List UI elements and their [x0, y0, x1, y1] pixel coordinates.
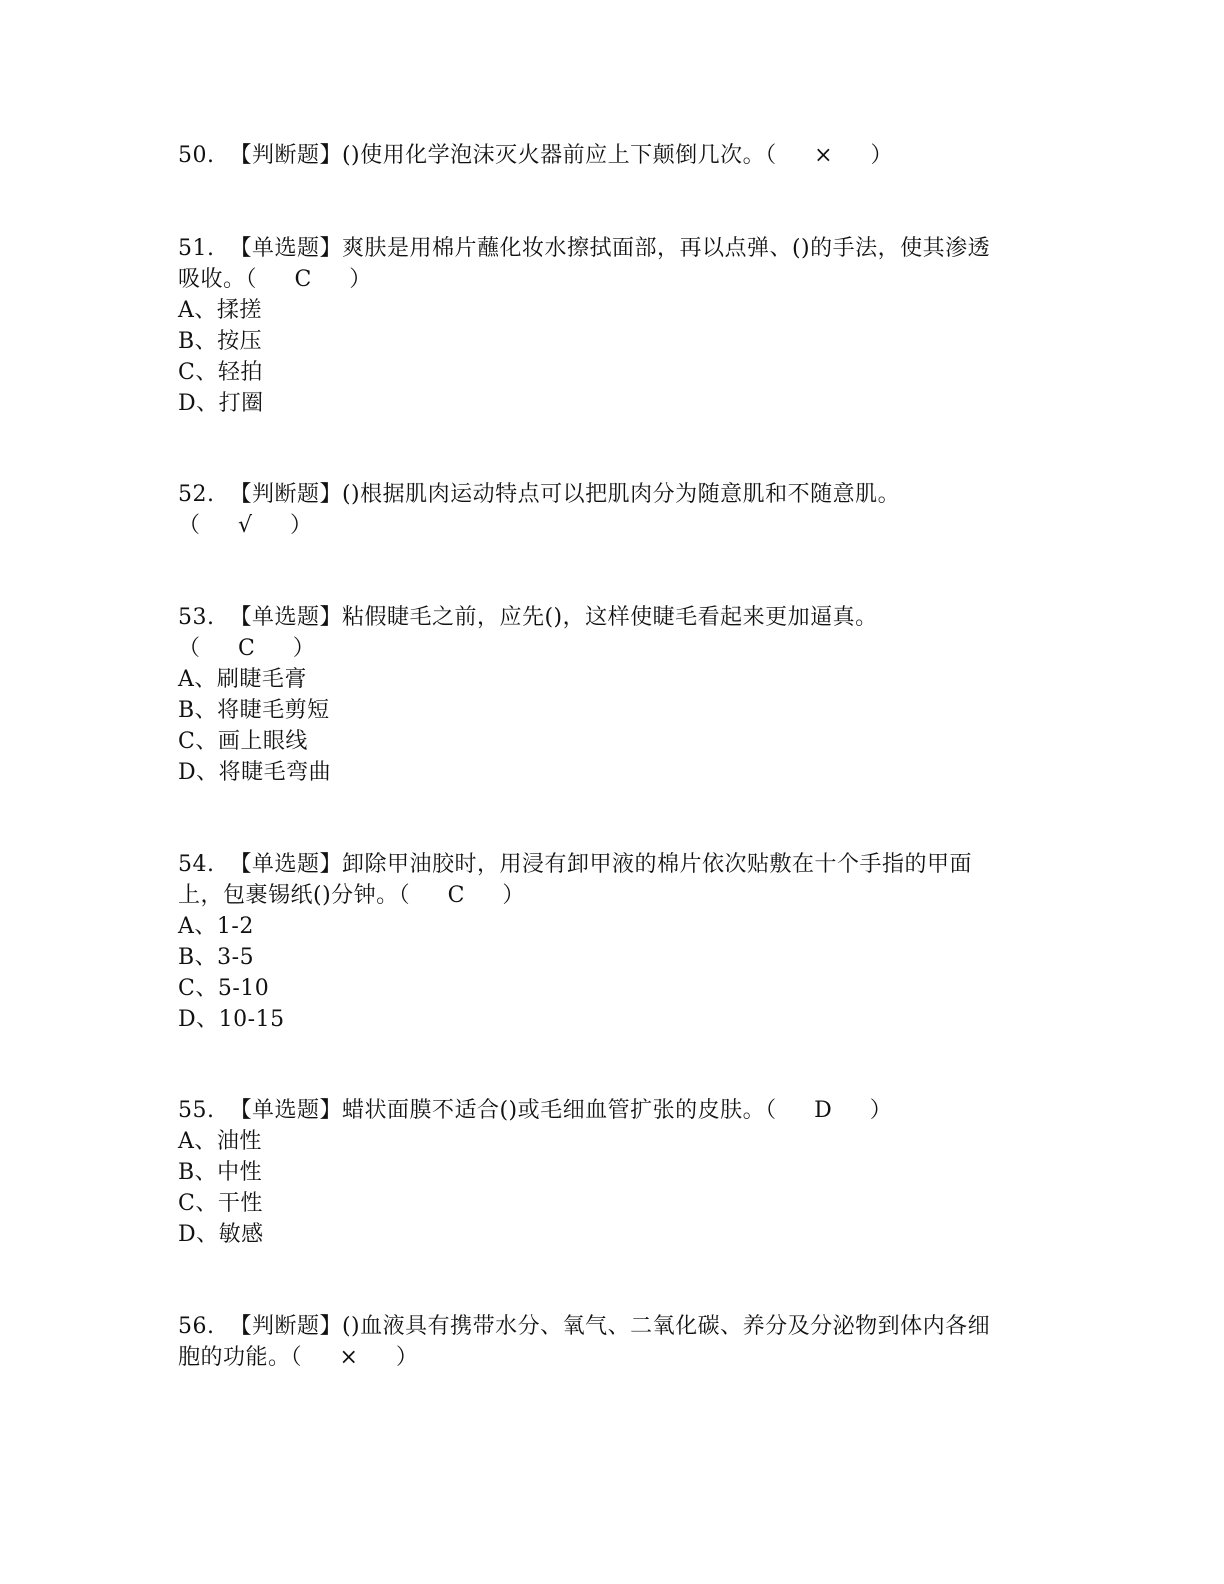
question-50 [178, 140, 1048, 171]
option-b: B、将睫毛剪短 [178, 698, 330, 723]
question-55 [178, 1095, 1048, 1250]
question-52 [178, 479, 1048, 541]
option-b: B、按压 [178, 329, 263, 354]
option-c: C、画上眼线 [178, 729, 308, 754]
option-a: A、1-2 [178, 914, 254, 939]
question-text-line: 55. 【单选题】蜡状面膜不适合()或毛细血管扩张的皮肤。（ D ） [178, 1098, 893, 1123]
option-d: D、10-15 [178, 1007, 285, 1032]
option-d: D、敏感 [178, 1222, 264, 1247]
option-a: A、油性 [178, 1129, 262, 1154]
question-text-line: 51. 【单选题】爽肤是用棉片蘸化妆水擦拭面部，再以点弹、()的手法，使其渗透 [178, 236, 991, 261]
option-b: B、中性 [178, 1160, 263, 1185]
question-text-line: 52. 【判断题】()根据肌肉运动特点可以把肌肉分为随意肌和不随意肌。 [178, 482, 901, 507]
question-text-line: 56. 【判断题】()血液具有携带水分、氧气、二氧化碳、养分及分泌物到体内各细 [178, 1314, 991, 1339]
option-d: D、打圈 [178, 391, 264, 416]
option-c: C、干性 [178, 1191, 263, 1216]
option-c: C、轻拍 [178, 360, 263, 385]
option-d: D、将睫毛弯曲 [178, 760, 332, 785]
question-text-line: 53. 【单选题】粘假睫毛之前，应先()，这样使睫毛看起来更加逼真。 [178, 605, 878, 630]
question-text-line: 上，包裹锡纸()分钟。（ C ） [178, 883, 525, 908]
question-56 [178, 1311, 1048, 1373]
option-a: A、揉搓 [178, 298, 262, 323]
question-text-line: 50. 【判断题】()使用化学泡沫灭火器前应上下颠倒几次。（ × ） [178, 143, 894, 168]
question-text-line: 吸收。（ C ） [178, 267, 372, 292]
question-54 [178, 849, 1048, 1035]
option-c: C、5-10 [178, 976, 270, 1001]
question-53 [178, 602, 1048, 788]
question-text-line: （ √ ） [178, 513, 313, 538]
question-text-line: （ C ） [178, 636, 316, 661]
option-a: A、刷睫毛膏 [178, 667, 307, 692]
question-51 [178, 233, 1048, 419]
question-text-line: 胞的功能。（ × ） [178, 1345, 419, 1370]
question-text-line: 54. 【单选题】卸除甲油胶时，用浸有卸甲液的棉片依次贴敷在十个手指的甲面 [178, 852, 972, 877]
option-b: B、3-5 [178, 945, 255, 970]
